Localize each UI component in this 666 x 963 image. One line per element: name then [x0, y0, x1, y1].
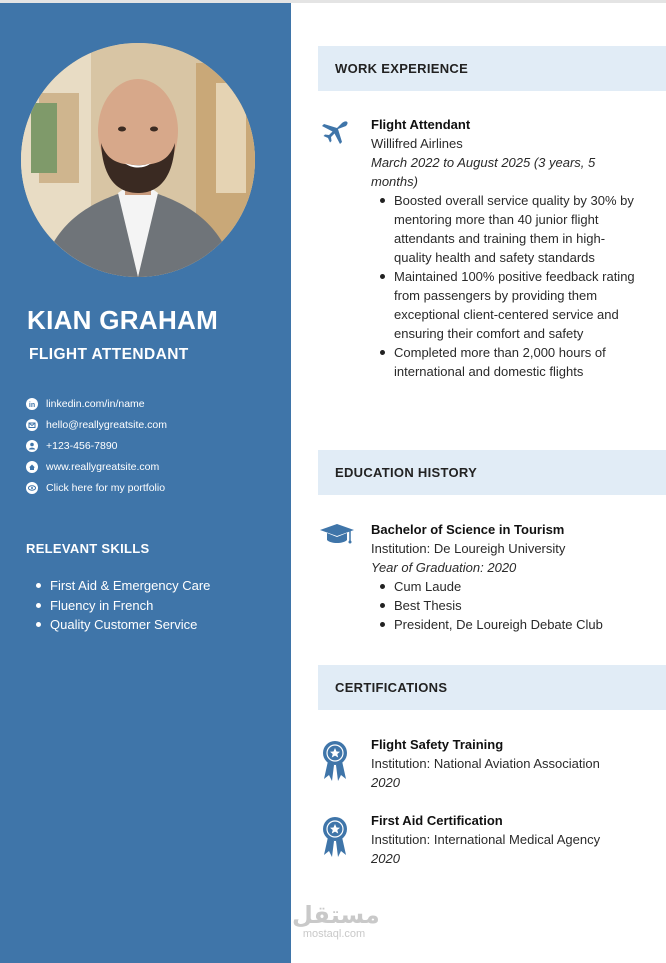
work-entry	[371, 115, 641, 381]
work-bullets	[371, 191, 641, 381]
list-item: President, De Loureigh Debate Club	[371, 615, 641, 634]
home-icon	[26, 461, 38, 473]
graduation-cap-icon	[319, 522, 355, 548]
list-item: Best Thesis	[371, 596, 641, 615]
skill-item: Quality Customer Service	[36, 615, 210, 635]
certification-year: 2020	[371, 851, 400, 866]
linkedin-icon	[26, 398, 38, 410]
contact-website-text: www.reallygreatsite.com	[46, 460, 160, 473]
work-experience-header	[318, 46, 666, 91]
institution-name: Institution: De Loureigh University	[371, 541, 566, 556]
contact-email[interactable]	[26, 414, 167, 435]
list-item: Cum Laude	[371, 577, 641, 596]
certification-entry	[371, 735, 641, 792]
candidate-name: KIAN GRAHAM	[27, 305, 219, 335]
company-name: Willifred Airlines	[371, 136, 463, 151]
graduation-year: Year of Graduation: 2020	[371, 560, 517, 575]
certifications-title: CERTIFICATIONS	[335, 680, 448, 695]
education-bullets	[371, 577, 641, 634]
contact-portfolio-text: Click here for my portfolio	[46, 481, 166, 494]
watermark-arabic: مستقل	[292, 902, 380, 929]
eye-icon	[26, 482, 38, 494]
sidebar	[0, 3, 291, 963]
list-item: Boosted overall service quality by 30% by mentoring more than 40 junior flight attendants and training them in high-quality health and safety standards	[371, 191, 641, 267]
certification-institution: Institution: International Medical Agency	[371, 832, 601, 847]
award-ribbon-icon	[321, 739, 349, 783]
skill-item: First Aid & Emergency Care	[36, 576, 210, 596]
contact-portfolio[interactable]	[26, 477, 167, 498]
skill-item: Fluency in French	[36, 596, 210, 616]
job-title: Flight Attendant	[371, 117, 471, 132]
certification-name: First Aid Certification	[371, 813, 503, 828]
mostaql-watermark	[292, 902, 380, 940]
certification-name: Flight Safety Training	[371, 737, 504, 752]
contact-linkedin[interactable]	[26, 393, 167, 414]
profile-photo	[21, 43, 255, 277]
degree-name: Bachelor of Science in Tourism	[371, 522, 565, 537]
education-entry	[371, 520, 641, 634]
education-title: EDUCATION HISTORY	[335, 465, 478, 480]
svg-text:in: in	[28, 401, 36, 409]
work-experience-title: WORK EXPERIENCE	[335, 61, 469, 76]
award-ribbon-icon	[321, 815, 349, 859]
airplane-icon	[318, 115, 350, 147]
email-icon	[26, 419, 38, 431]
certifications-header	[318, 665, 666, 710]
contact-linkedin-text: linkedin.com/in/name	[46, 397, 145, 410]
candidate-role: FLIGHT ATTENDANT	[29, 346, 189, 363]
certification-entry	[371, 811, 641, 868]
education-header	[318, 450, 666, 495]
skills-title: RELEVANT SKILLS	[26, 541, 150, 556]
certification-institution: Institution: National Aviation Association	[371, 756, 600, 771]
list-item: Maintained 100% positive feedback rating from passengers by providing them exceptional client-centered service and ensuring their comfort and safety	[371, 267, 641, 343]
certification-year: 2020	[371, 775, 400, 790]
skills-list	[36, 576, 210, 635]
contact-email-text: hello@reallygreatsite.com	[46, 418, 167, 431]
job-dates: March 2022 to August 2025 (3 years, 5 months)	[371, 155, 596, 189]
phone-icon	[26, 440, 38, 452]
watermark-url: mostaql.com	[302, 928, 366, 940]
contact-list	[26, 393, 167, 498]
contact-phone[interactable]	[26, 435, 167, 456]
contact-phone-text: +123-456-7890	[46, 439, 118, 452]
contact-website[interactable]	[26, 456, 167, 477]
list-item: Completed more than 2,000 hours of international and domestic flights	[371, 343, 641, 381]
